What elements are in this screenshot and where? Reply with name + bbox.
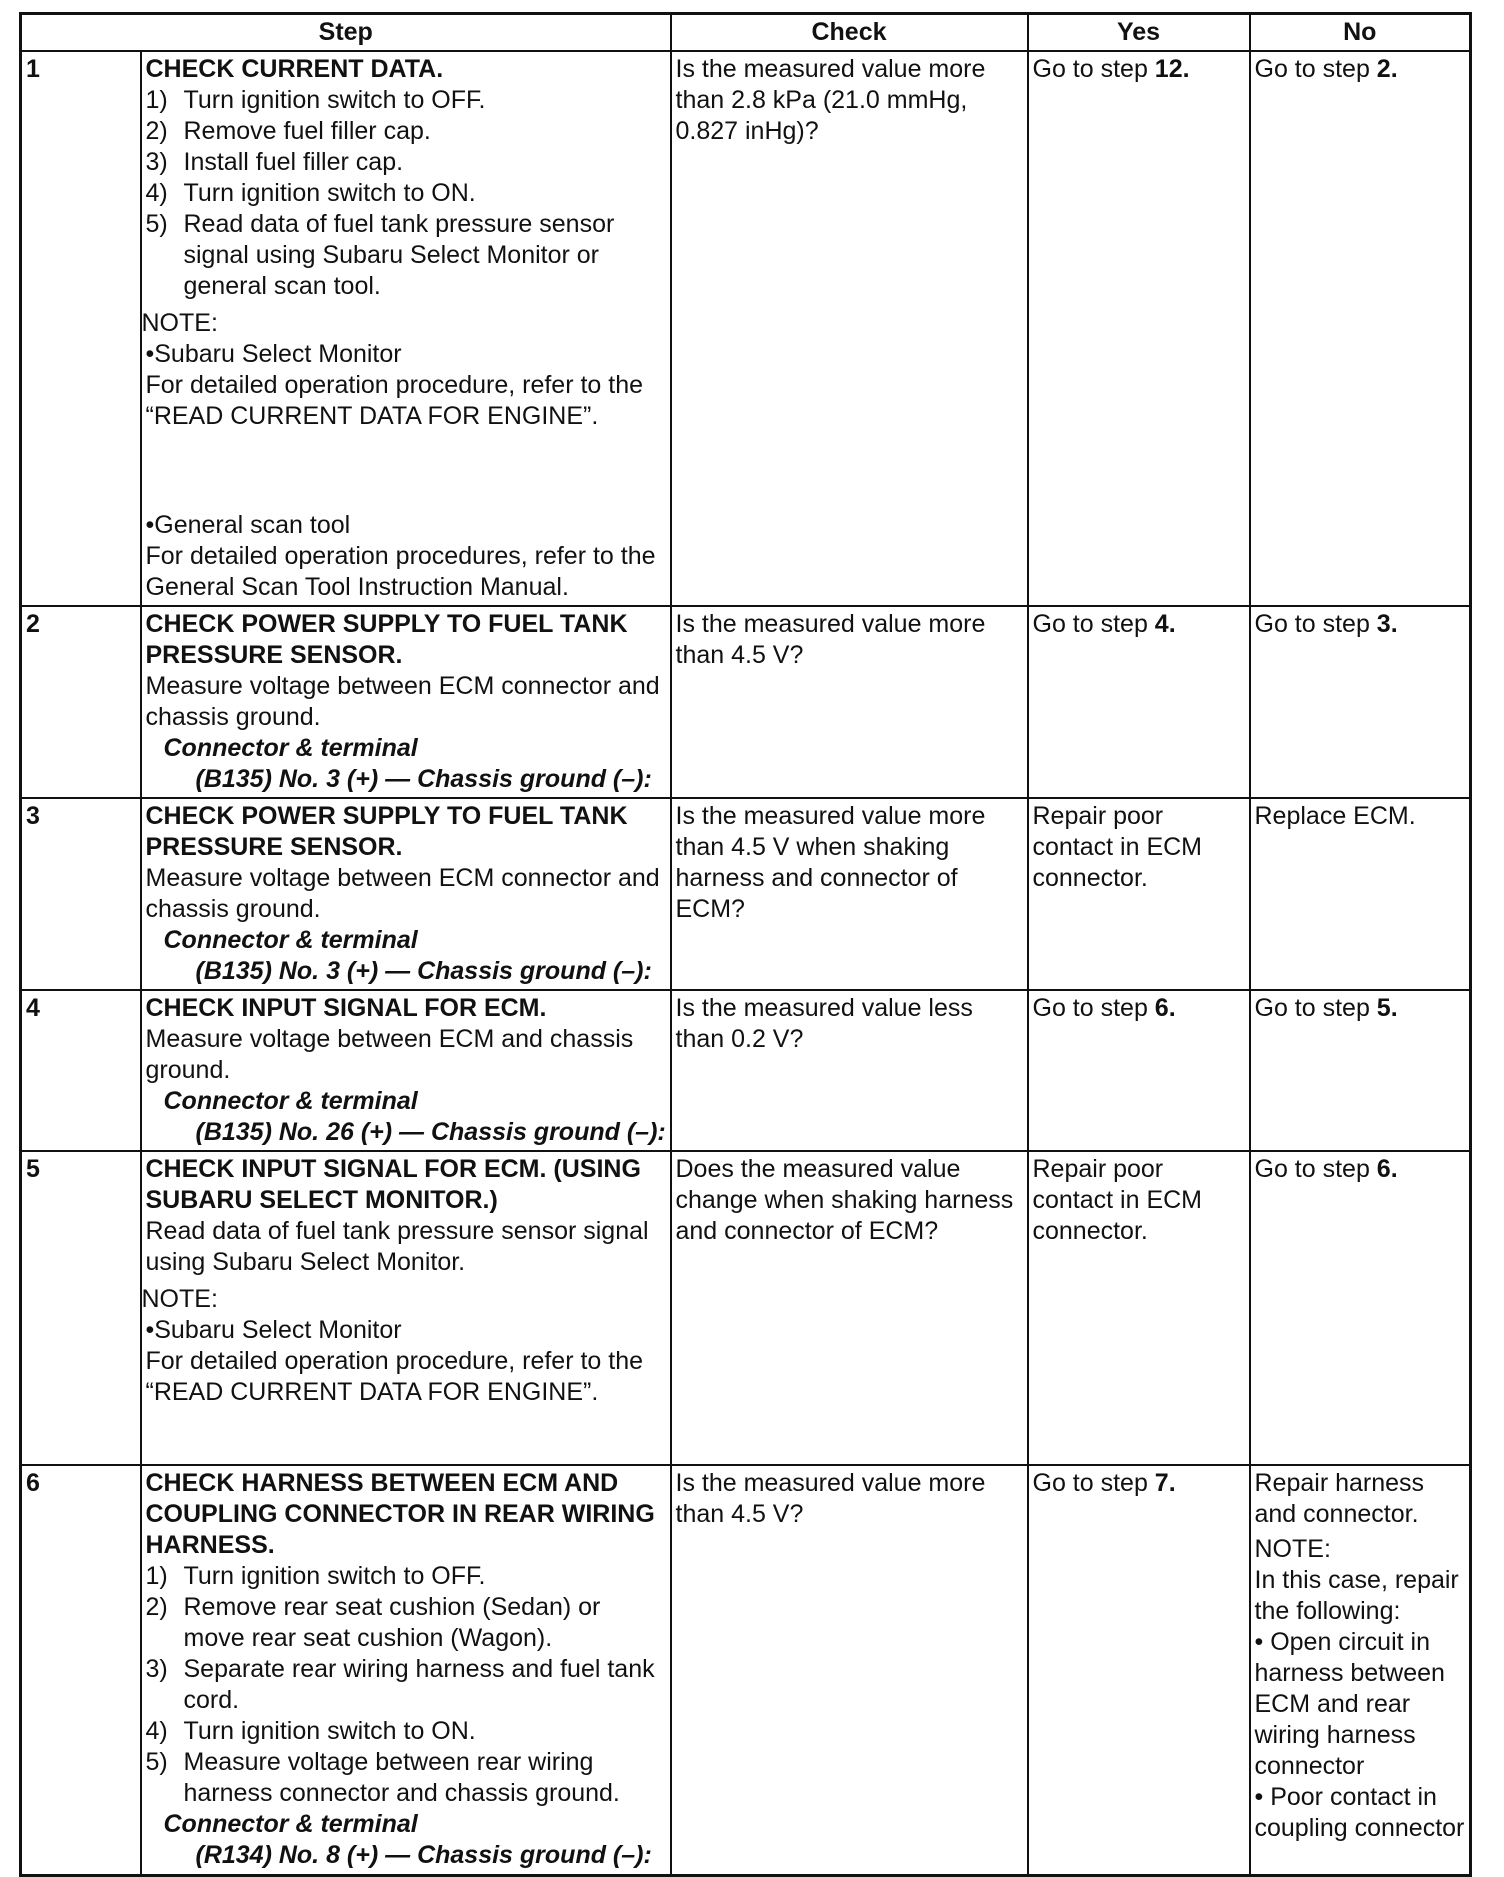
check-cell: Is the measured value more than 4.5 V?: [671, 1465, 1028, 1875]
connector-label: Connector & terminal: [163, 1087, 418, 1115]
check-cell: Is the measured value less than 0.2 V?: [671, 990, 1028, 1151]
step-link: 4.: [1154, 610, 1176, 638]
step-link: 3.: [1376, 610, 1398, 638]
step-cell: [141, 606, 671, 798]
yes-cell: Go to step 4.: [1028, 606, 1250, 798]
step-cell: [141, 1465, 671, 1875]
check-cell: Does the measured value change when shaking harness and connector of ECM?: [671, 1151, 1028, 1465]
step-link: 6.: [1154, 994, 1176, 1022]
diagnostic-table: [19, 12, 1472, 1877]
connector-label: Connector & terminal: [163, 734, 418, 762]
step-cell: [141, 798, 671, 990]
yes-cell: Repair poor contact in ECM connector.: [1028, 1151, 1250, 1465]
connector-label: Connector & terminal: [163, 1810, 418, 1838]
terminal-spec: (B135) No. 3 (+) — Chassis ground (–):: [195, 957, 652, 985]
table-row: [21, 798, 1471, 990]
terminal-spec: (R134) No. 8 (+) — Chassis ground (–):: [195, 1841, 652, 1869]
list-item: 5) Read data of fuel tank pressure sensor signal using Subaru Select Monitor or general scan tool.: [145, 210, 615, 300]
note-text: For detailed operation procedures, refer to the General Scan Tool Instruction Manual.: [145, 542, 656, 601]
terminal-spec: (B135) No. 3 (+) — Chassis ground (–):: [195, 765, 652, 793]
list-item: 1) Turn ignition switch to OFF.: [145, 86, 486, 114]
step-link: 7.: [1154, 1469, 1176, 1497]
step-text: Measure voltage between ECM connector and chassis ground.: [145, 864, 660, 923]
no-action: Repair harness and connector.: [1254, 1469, 1425, 1528]
list-item: 3) Separate rear wiring harness and fuel tank cord.: [145, 1655, 655, 1714]
no-cell: Replace ECM.: [1250, 798, 1471, 990]
step-cell: [141, 990, 671, 1151]
note-heading: •General scan tool: [145, 511, 351, 539]
check-cell: Is the measured value more than 4.5 V?: [671, 606, 1028, 798]
step-number: 6: [21, 1465, 141, 1875]
header-step: Step: [21, 14, 671, 52]
step-cell: [141, 51, 671, 606]
step-title: CHECK POWER SUPPLY TO FUEL TANK PRESSURE SENSOR.: [145, 610, 628, 669]
note-label: NOTE:: [141, 309, 218, 337]
step-number: 4: [21, 990, 141, 1151]
table-row: [21, 606, 1471, 798]
note-label: NOTE:: [141, 1285, 218, 1313]
list-item: 4) Turn ignition switch to ON.: [145, 179, 476, 207]
step-number: 3: [21, 798, 141, 990]
note-heading: •Subaru Select Monitor: [145, 1316, 402, 1344]
step-number: 5: [21, 1151, 141, 1465]
yes-cell: Repair poor contact in ECM connector.: [1028, 798, 1250, 990]
table-row: [21, 990, 1471, 1151]
connector-label: Connector & terminal: [163, 926, 418, 954]
step-cell: [141, 1151, 671, 1465]
step-number: 1: [21, 51, 141, 606]
step-list: [146, 1561, 667, 1809]
list-item: 4) Turn ignition switch to ON.: [145, 1717, 476, 1745]
step-title: CHECK CURRENT DATA.: [145, 55, 444, 83]
header-row: [21, 14, 1471, 52]
step-link: 2.: [1376, 55, 1398, 83]
step-text: Measure voltage between ECM connector and chassis ground.: [145, 672, 660, 731]
no-cell: Go to step 3.: [1250, 606, 1471, 798]
note-text: In this case, repair the following:: [1254, 1566, 1459, 1625]
no-cell: Go to step 2.: [1250, 51, 1471, 606]
header-yes: Yes: [1028, 14, 1250, 52]
step-link: 5.: [1376, 994, 1398, 1022]
list-item: • Poor contact in coupling connector: [1254, 1783, 1465, 1842]
step-title: CHECK INPUT SIGNAL FOR ECM. (USING SUBARU SELECT MONITOR.): [145, 1155, 641, 1214]
table-row: [21, 51, 1471, 606]
yes-cell: Go to step 12.: [1028, 51, 1250, 606]
step-link: 12.: [1154, 55, 1190, 83]
terminal-spec: (B135) No. 26 (+) — Chassis ground (–):: [195, 1118, 666, 1146]
step-title: CHECK POWER SUPPLY TO FUEL TANK PRESSURE SENSOR.: [145, 802, 628, 861]
list-item: 3) Install fuel filler cap.: [145, 148, 404, 176]
check-cell: Is the measured value more than 4.5 V when shaking harness and connector of ECM?: [671, 798, 1028, 990]
no-cell: Go to step 6.: [1250, 1151, 1471, 1465]
step-title: CHECK HARNESS BETWEEN ECM AND COUPLING CONNECTOR IN REAR WIRING HARNESS.: [145, 1469, 655, 1559]
note-text: For detailed operation procedure, refer to the “READ CURRENT DATA FOR ENGINE”.: [145, 1347, 644, 1406]
list-item: 2) Remove rear seat cushion (Sedan) or move rear seat cushion (Wagon).: [145, 1593, 601, 1652]
list-item: 5) Measure voltage between rear wiring harness connector and chassis ground.: [145, 1748, 620, 1807]
table-row: [21, 1151, 1471, 1465]
list-item: 1) Turn ignition switch to OFF.: [145, 1562, 486, 1590]
step-title: CHECK INPUT SIGNAL FOR ECM.: [145, 994, 547, 1022]
step-link: 6.: [1376, 1155, 1398, 1183]
check-cell: Is the measured value more than 2.8 kPa (21.0 mmHg, 0.827 inHg)?: [671, 51, 1028, 606]
list-item: • Open circuit in harness between ECM and rear wiring harness connector: [1254, 1628, 1445, 1780]
step-list: [146, 85, 667, 302]
note-heading: •Subaru Select Monitor: [145, 340, 402, 368]
no-cell: [1250, 1465, 1471, 1875]
step-text: Read data of fuel tank pressure sensor signal using Subaru Select Monitor.: [145, 1217, 649, 1276]
yes-cell: Go to step 6.: [1028, 990, 1250, 1151]
table-row: [21, 1465, 1471, 1875]
no-cell: Go to step 5.: [1250, 990, 1471, 1151]
note-text: For detailed operation procedure, refer to the “READ CURRENT DATA FOR ENGINE”.: [145, 371, 644, 430]
header-no: No: [1250, 14, 1471, 52]
header-check: Check: [671, 14, 1028, 52]
yes-cell: Go to step 7.: [1028, 1465, 1250, 1875]
note-label: NOTE:: [1254, 1535, 1331, 1563]
step-number: 2: [21, 606, 141, 798]
step-text: Measure voltage between ECM and chassis ground.: [145, 1025, 634, 1084]
list-item: 2) Remove fuel filler cap.: [145, 117, 431, 145]
